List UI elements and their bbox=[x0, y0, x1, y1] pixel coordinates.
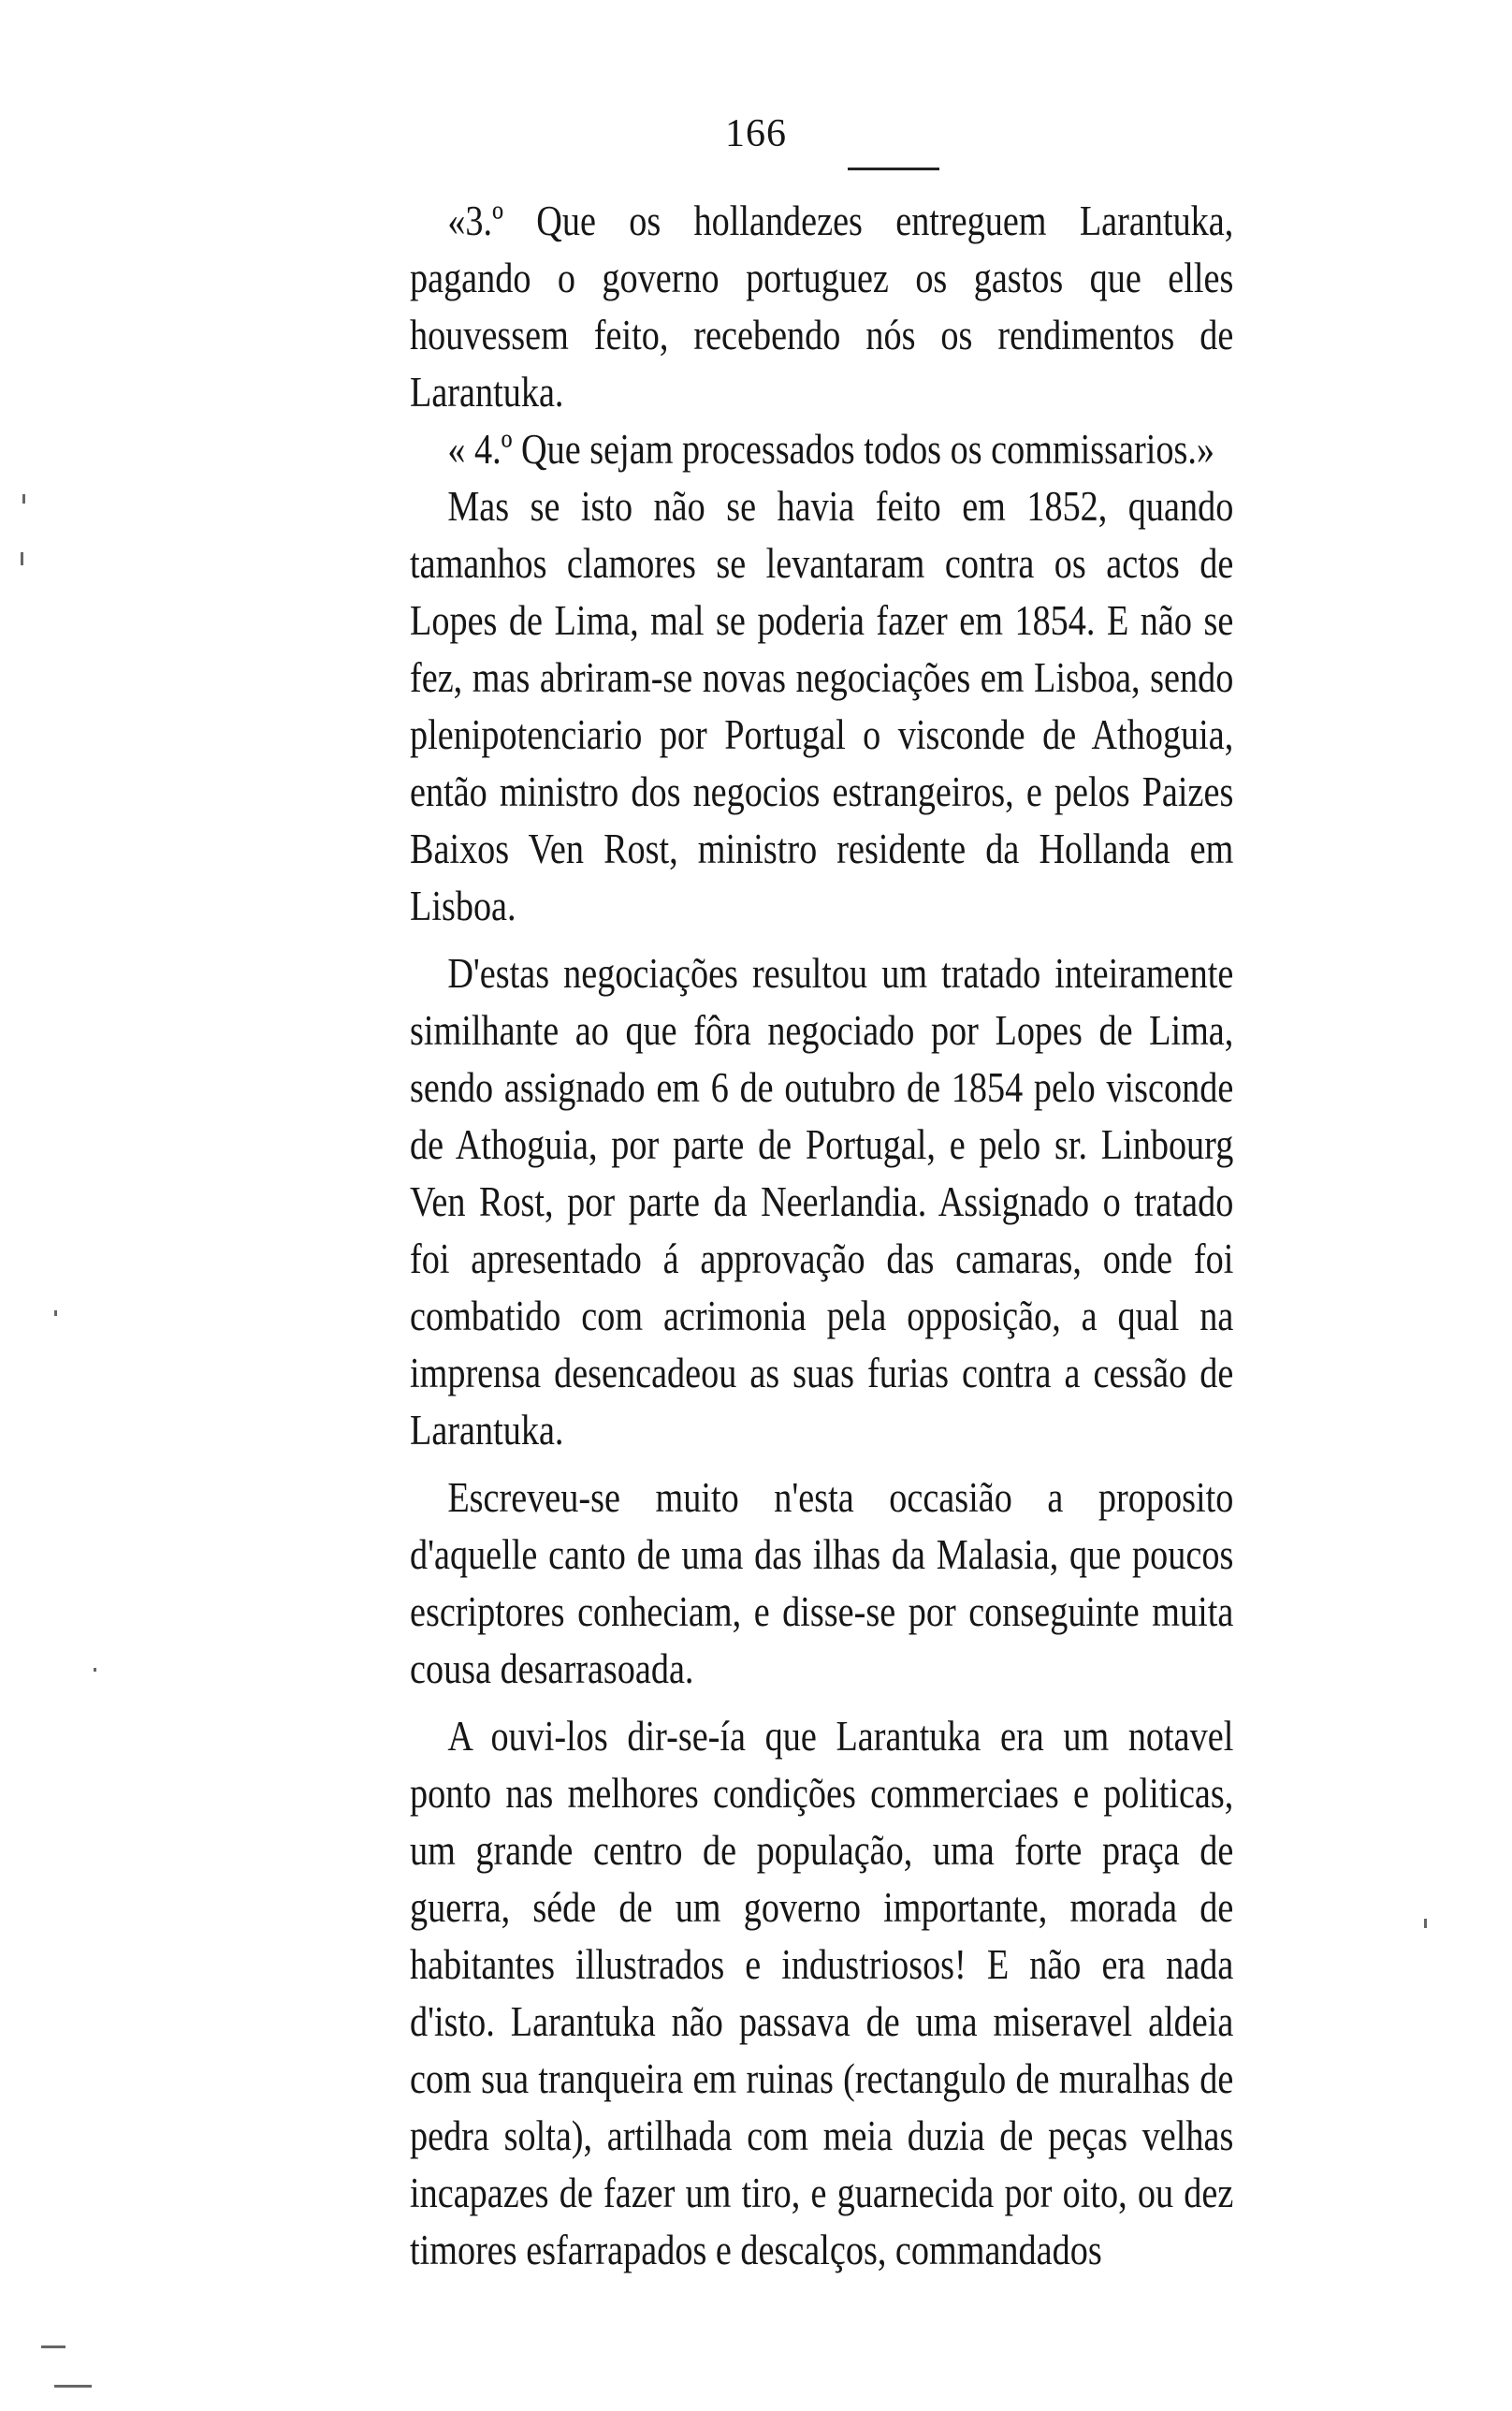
scan-speck bbox=[21, 552, 23, 565]
paragraph-2: « 4.º Que sejam processados todos os commissarios.» bbox=[447, 425, 1215, 473]
paragraph-1: «3.º Que os hollandezes entreguem Larantuka, pagando o governo portuguez os gastos que elles houvessem feito, recebendo nós os rendimentos de Larantuka. bbox=[410, 197, 1234, 416]
scan-speck bbox=[22, 494, 25, 504]
scan-speck bbox=[54, 2385, 92, 2388]
paragraph-5: Escreveu-se muito n'esta occasião a proposito d'aquelle canto de uma das ilhas da Malasia, que poucos escriptores conheciam, e disse-se por conseguinte muita cousa desarrasoada. bbox=[410, 1473, 1234, 1692]
paragraph-6: A ouvi-los dir-se-ía que Larantuka era um notavel ponto nas melhores condições commerciaes e politicas, um grande centro de população, uma forte praça de guerra, séde de um governo importante, morada de habitantes illustrados e industriosos! E não era nada d'isto. Larantuka não passava de uma miseravel aldeia com sua tranqueira em ruinas (rectangulo de muralhas de pedra solta), artilhada com meia duzia de peças velhas incapazes de fazer um tiro, e guarnecida por oito, ou dez timores esfarrapados e descalços, commandados bbox=[410, 1712, 1234, 2273]
body-text bbox=[410, 192, 1233, 2278]
paragraph-4: D'estas negociações resultou um tratado inteiramente similhante ao que fôra negociado por Lopes de Lima, sendo assignado em 6 de outubro de 1854 pelo visconde de Athoguia, por parte de Portugal, e pelo sr. Linbourg Ven Rost, por parte da Neerlandia. Assignado o tratado foi apresentado á approvação das camaras, onde foi combatido com acrimonia pela opposição, a qual na imprensa desencadeou as suas furias contra a cessão de Larantuka. bbox=[410, 949, 1234, 1454]
page-number-rule bbox=[848, 168, 939, 170]
scan-speck bbox=[1424, 1919, 1427, 1928]
paragraph-3: Mas se isto não se havia feito em 1852, quando tamanhos clamores se levantaram contra os actos de Lopes de Lima, mal se poderia fazer em 1854. E não se fez, mas abriram-se novas negociações em Lisboa, sendo plenipotenciario por Portugal o visconde de Athoguia, então ministro dos negocios estrangeiros, e pelos Paizes Baixos Ven Rost, ministro residente da Hollanda em Lisboa. bbox=[410, 482, 1234, 929]
page-number: 166 bbox=[725, 112, 787, 155]
scan-speck bbox=[41, 2345, 65, 2348]
scan-speck bbox=[94, 1668, 96, 1672]
scan-speck bbox=[54, 1310, 57, 1316]
